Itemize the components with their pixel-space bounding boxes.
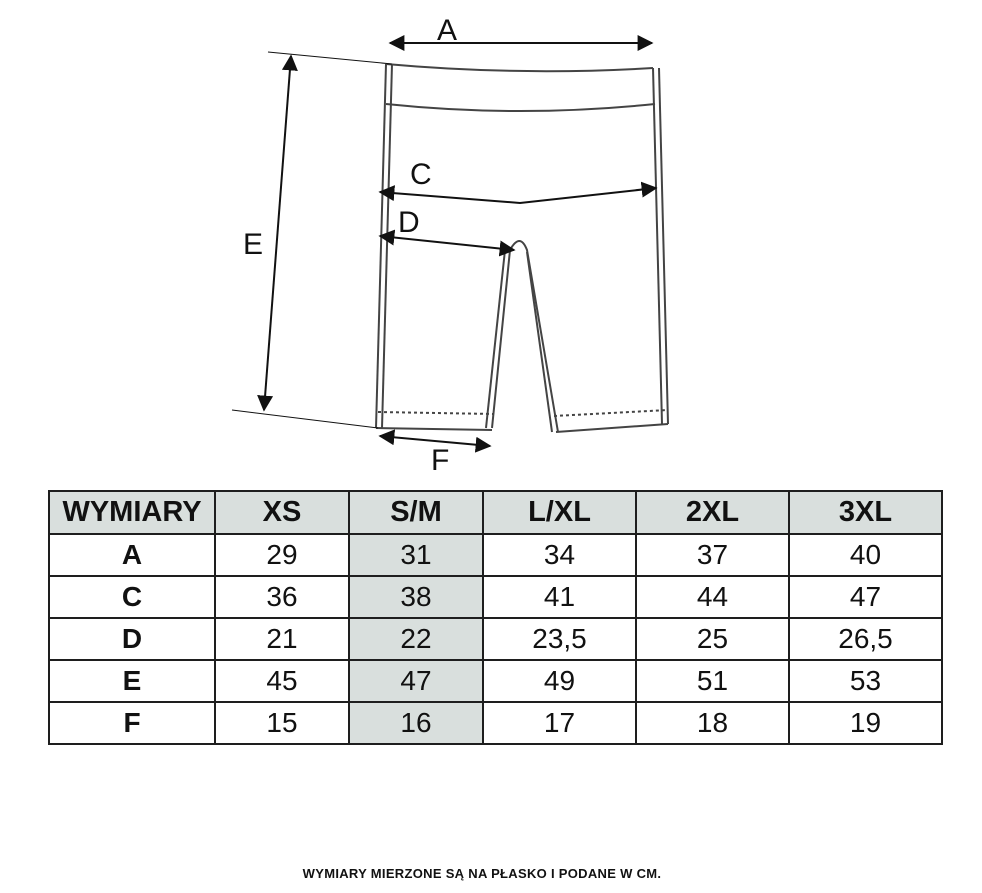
header-cell: L/XL bbox=[483, 491, 636, 534]
measure-e-line bbox=[264, 56, 291, 410]
table-cell: 19 bbox=[789, 702, 942, 744]
table-cell: 25 bbox=[636, 618, 789, 660]
row-label: D bbox=[49, 618, 215, 660]
table-cell: 40 bbox=[789, 534, 942, 576]
table-cell: 51 bbox=[636, 660, 789, 702]
table-cell: 34 bbox=[483, 534, 636, 576]
header-cell: S/M bbox=[349, 491, 483, 534]
table-cell: 45 bbox=[215, 660, 349, 702]
table-row bbox=[49, 534, 942, 576]
row-label: C bbox=[49, 576, 215, 618]
header-cell: WYMIARY bbox=[49, 491, 215, 534]
label-c: C bbox=[410, 158, 432, 191]
table-row bbox=[49, 618, 942, 660]
label-d: D bbox=[398, 206, 420, 239]
label-e: E bbox=[243, 228, 264, 261]
table-cell: 37 bbox=[636, 534, 789, 576]
row-label: E bbox=[49, 660, 215, 702]
shorts-outline bbox=[376, 64, 668, 432]
table-cell: 38 bbox=[349, 576, 483, 618]
table-cell: 36 bbox=[215, 576, 349, 618]
table-header-row bbox=[49, 491, 942, 534]
table-cell: 47 bbox=[349, 660, 483, 702]
table-cell: 26,5 bbox=[789, 618, 942, 660]
label-a: A bbox=[437, 14, 458, 47]
table-row bbox=[49, 702, 942, 744]
header-cell: 2XL bbox=[636, 491, 789, 534]
table-cell: 15 bbox=[215, 702, 349, 744]
table-row bbox=[49, 576, 942, 618]
size-table bbox=[48, 490, 943, 745]
header-cell: XS bbox=[215, 491, 349, 534]
table-cell: 22 bbox=[349, 618, 483, 660]
table-cell: 16 bbox=[349, 702, 483, 744]
label-f: F bbox=[431, 444, 450, 477]
table-cell: 41 bbox=[483, 576, 636, 618]
table-cell: 29 bbox=[215, 534, 349, 576]
table-cell: 18 bbox=[636, 702, 789, 744]
table-cell: 47 bbox=[789, 576, 942, 618]
table-cell: 44 bbox=[636, 576, 789, 618]
table-cell: 49 bbox=[483, 660, 636, 702]
table-cell: 31 bbox=[349, 534, 483, 576]
header-cell: 3XL bbox=[789, 491, 942, 534]
table-cell: 17 bbox=[483, 702, 636, 744]
table-cell: 23,5 bbox=[483, 618, 636, 660]
footnote: WYMIARY MIERZONE SĄ NA PŁASKO I PODANE W CM. bbox=[302, 866, 662, 881]
measurement-lines bbox=[232, 43, 656, 446]
table-cell: 21 bbox=[215, 618, 349, 660]
table-cell: 53 bbox=[789, 660, 942, 702]
row-label: F bbox=[49, 702, 215, 744]
row-label: A bbox=[49, 534, 215, 576]
table-row bbox=[49, 660, 942, 702]
